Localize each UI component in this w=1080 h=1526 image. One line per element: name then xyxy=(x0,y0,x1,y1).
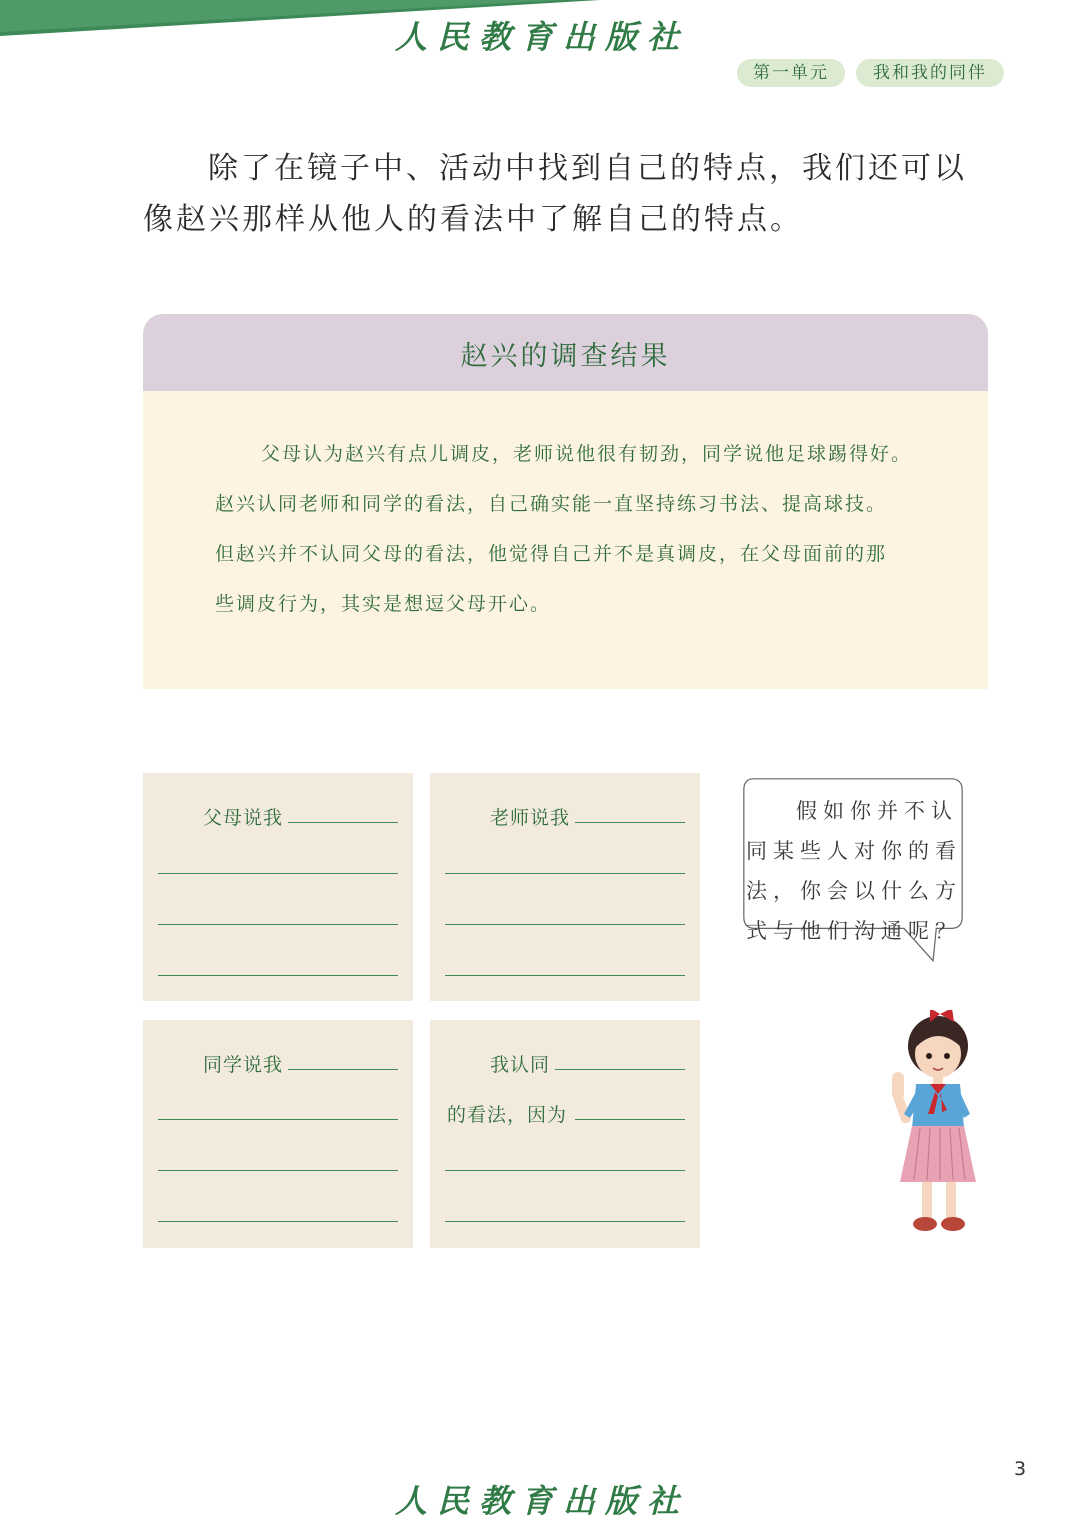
answer-line[interactable] xyxy=(158,873,398,874)
answer-line[interactable] xyxy=(288,1069,398,1070)
answer-line[interactable] xyxy=(158,1170,398,1171)
answer-line[interactable] xyxy=(158,1221,398,1222)
lesson-tag: 我和我的同伴 xyxy=(856,59,1004,87)
unit-tag: 第一单元 xyxy=(737,59,845,87)
survey-text-line: 但赵兴并不认同父母的看法，他觉得自己并不是真调皮，在父母面前的那 xyxy=(215,543,888,565)
survey-header xyxy=(143,314,988,391)
publisher-logo-bottom: 人民教育出版社 xyxy=(395,1482,690,1520)
survey-text-line: 些调皮行为，其实是想逗父母开心。 xyxy=(215,593,552,615)
girl-illustration xyxy=(880,1010,984,1240)
answer-line[interactable] xyxy=(158,1119,398,1120)
survey-title: 赵兴的调查结果 xyxy=(460,341,671,372)
page-number: 3 xyxy=(1014,1458,1027,1480)
answer-line[interactable] xyxy=(555,1069,685,1070)
parents-say-card xyxy=(143,773,413,1001)
publisher-logo-top: 人民教育出版社 xyxy=(395,18,690,56)
teacher-says-card xyxy=(430,773,700,1001)
bubble-text-line: 同某些人对你的看 xyxy=(746,839,962,863)
answer-line[interactable] xyxy=(575,822,685,823)
classmates-say-label: 同学说我 xyxy=(203,1054,284,1076)
answer-line[interactable] xyxy=(445,975,685,976)
answer-line[interactable] xyxy=(445,924,685,925)
survey-text-line: 赵兴认同老师和同学的看法，自己确实能一直坚持练习书法、提高球技。 xyxy=(215,493,888,515)
i-agree-label: 我认同 xyxy=(490,1054,551,1076)
because-label: 的看法，因为 xyxy=(447,1104,568,1126)
bubble-text-line: 假如你并不认 xyxy=(796,799,958,823)
parents-say-label: 父母说我 xyxy=(203,807,284,829)
answer-line[interactable] xyxy=(158,975,398,976)
teacher-says-label: 老师说我 xyxy=(490,807,571,829)
classmates-say-card xyxy=(143,1020,413,1248)
answer-line[interactable] xyxy=(445,873,685,874)
answer-line[interactable] xyxy=(575,1119,685,1120)
answer-line[interactable] xyxy=(288,822,398,823)
i-agree-card xyxy=(430,1020,700,1248)
bubble-text-line: 法，你会以什么方 xyxy=(746,879,962,903)
intro-text-line-2: 像赵兴那样从他人的看法中了解自己的特点。 xyxy=(143,202,803,237)
answer-line[interactable] xyxy=(445,1221,685,1222)
answer-line[interactable] xyxy=(158,924,398,925)
survey-result-box xyxy=(143,314,988,689)
survey-text-line: 父母认为赵兴有点儿调皮，老师说他很有韧劲，同学说他足球踢得好。 xyxy=(261,443,913,465)
bubble-text-line: 式与他们沟通呢？ xyxy=(746,919,962,943)
intro-text-line-1: 除了在镜子中、活动中找到自己的特点，我们还可以 xyxy=(208,151,967,186)
answer-line[interactable] xyxy=(445,1170,685,1171)
